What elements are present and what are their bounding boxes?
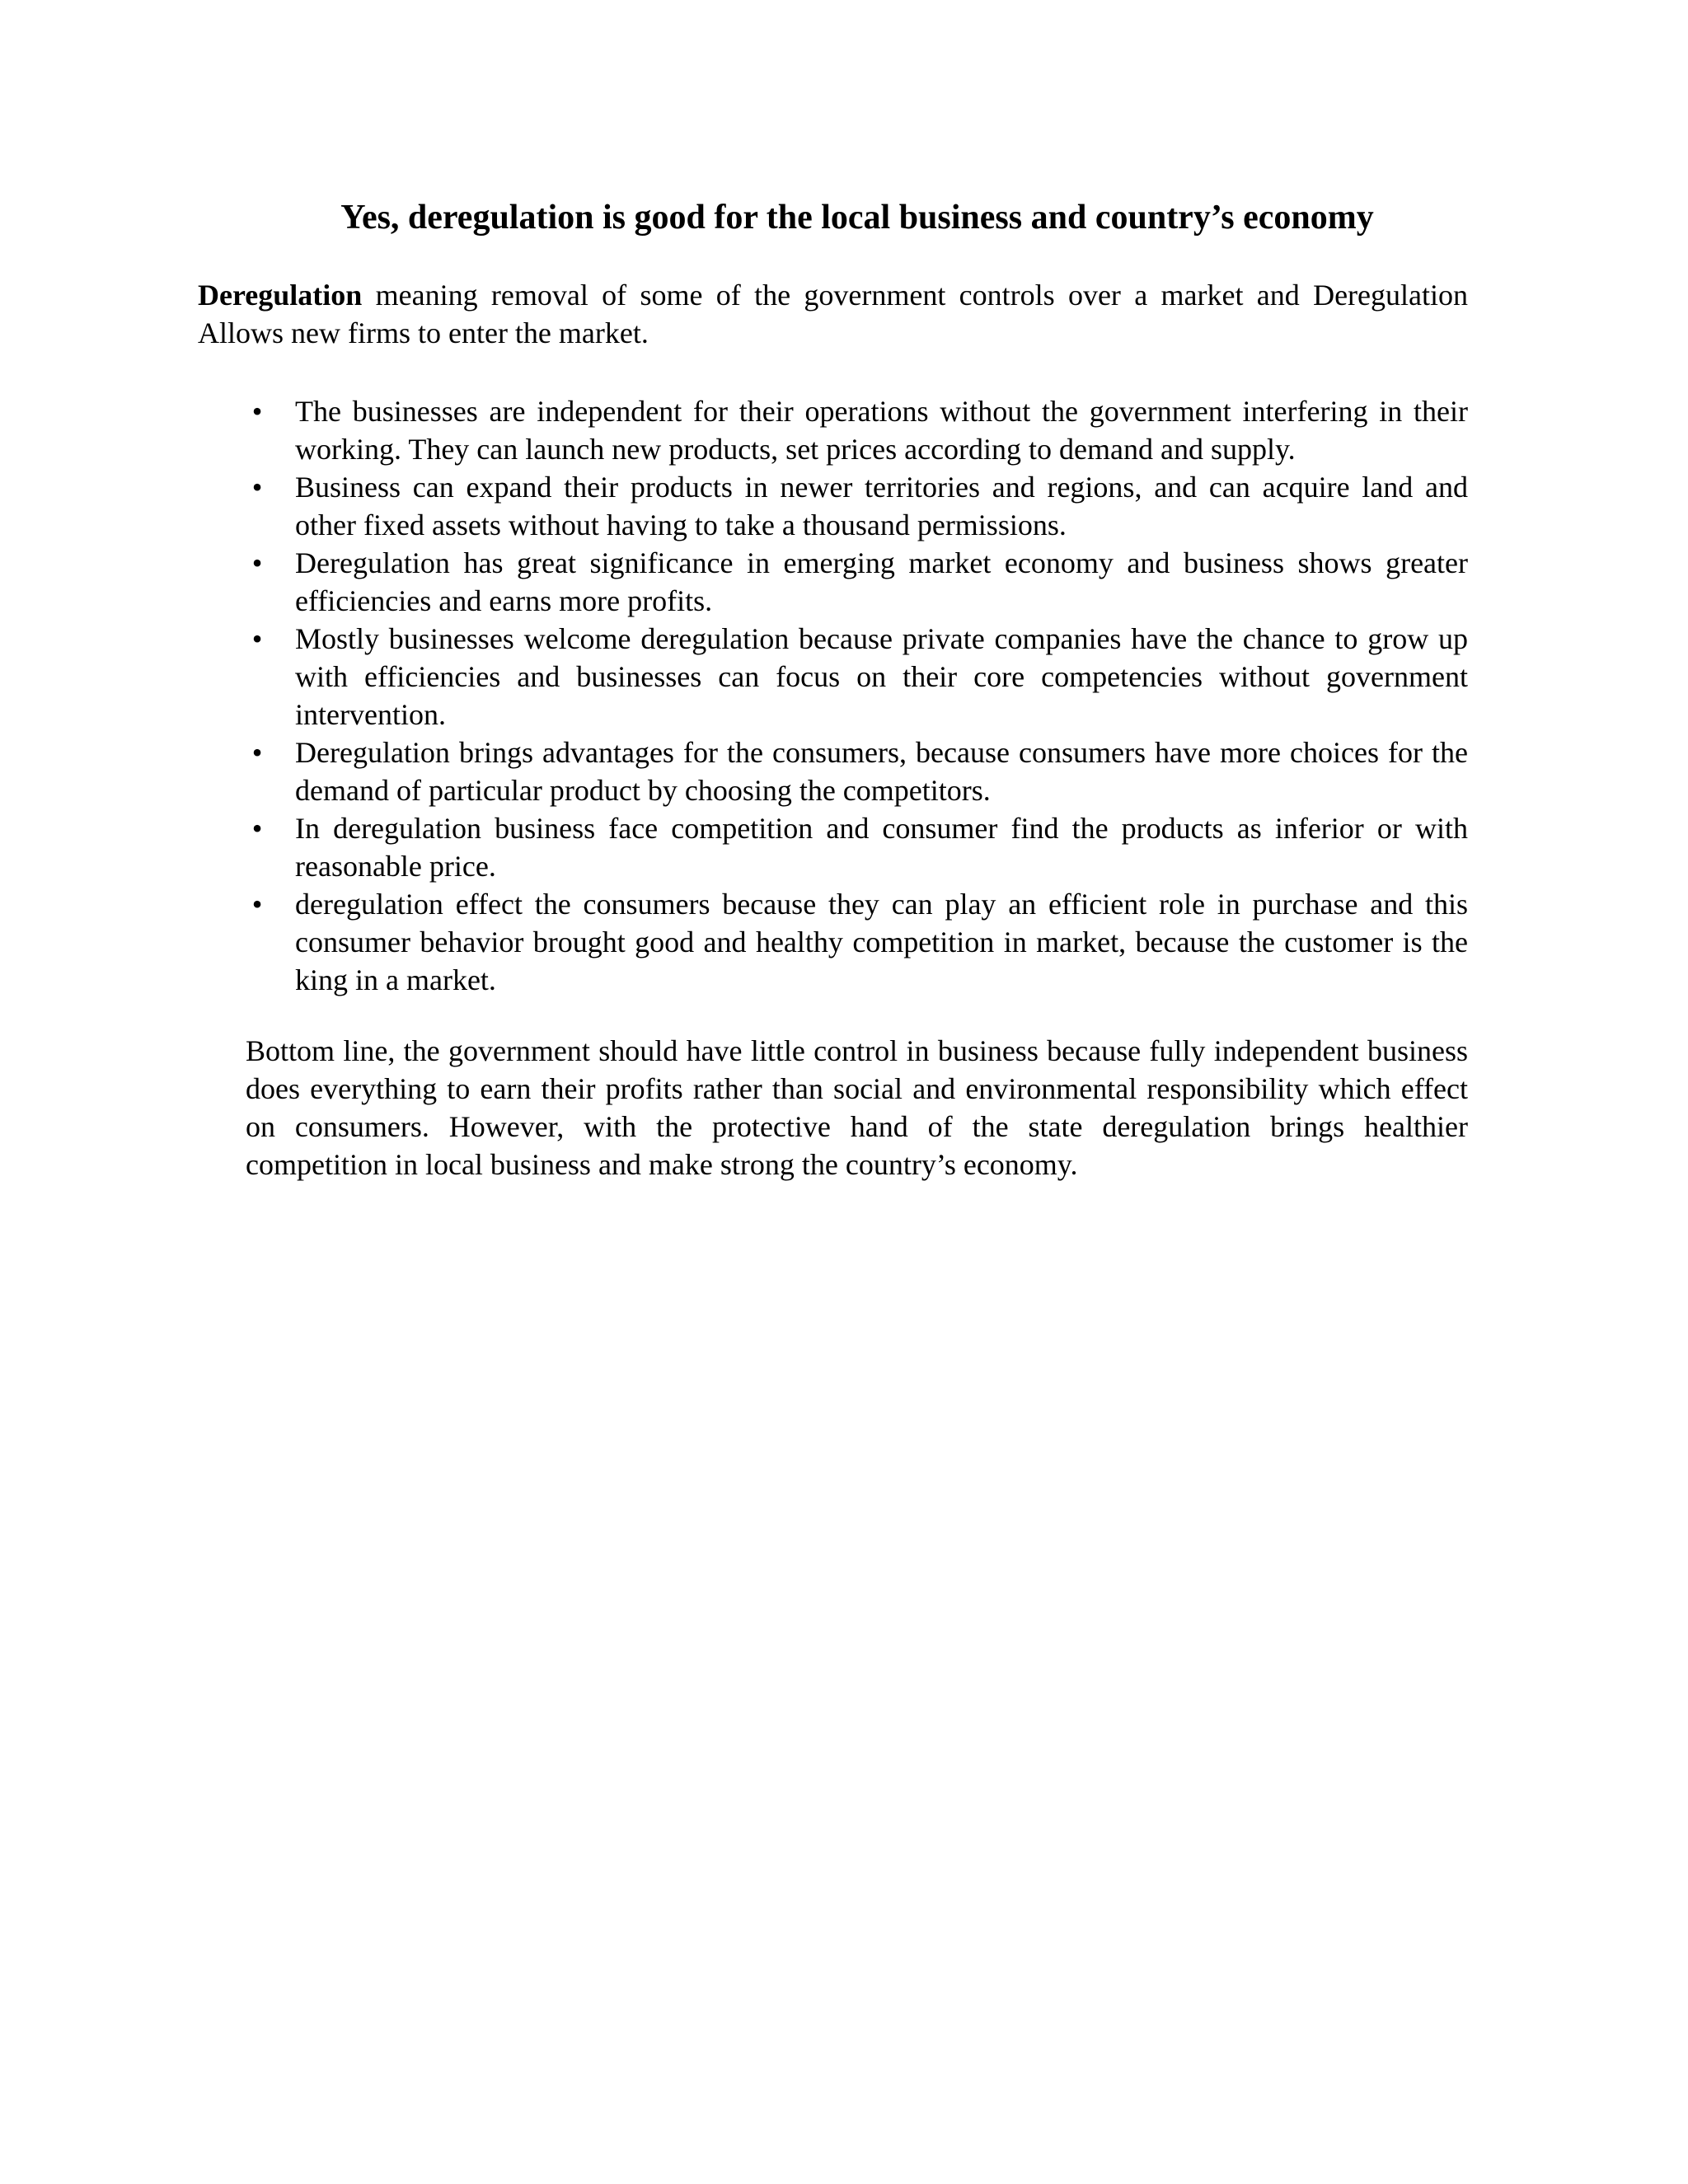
list-item [251,733,1468,809]
bullet-text: deregulation effect the consumers because they can play an efficient role in purchase and this consumer behavior brought good and healthy competition in market, because the customer is the king in a market. [295,888,1468,996]
bullet-text: Business can expand their products in newer territories and regions, and can acquire land and other fixed assets without having to take a thousand permissions. [295,471,1468,541]
bullet-icon: • [251,888,263,921]
list-item [251,468,1468,544]
bullet-icon: • [251,395,263,428]
bullet-text: The businesses are independent for their operations without the government interfering in their working. They can launch new products, set prices according to demand and supply. [295,395,1468,466]
bullet-text: Deregulation brings advantages for the consumers, because consumers have more choices for the demand of particular product by choosing the competitors. [295,736,1468,807]
bullet-icon: • [251,622,263,655]
bullet-text: Mostly businesses welcome deregulation because private companies have the chance to grow up with efficiencies and businesses can focus on their core competencies without government intervention. [295,622,1468,731]
intro-text: meaning removal of some of the government controls over a market and Deregulation Allows new firms to enter the market. [198,279,1468,349]
bullet-icon: • [251,736,263,769]
bullet-list [251,392,1468,999]
bullet-text: In deregulation business face competition and consumer find the products as inferior or with reasonable price. [295,812,1468,883]
bullet-icon: • [251,471,263,504]
bullet-icon: • [251,546,263,579]
list-item [251,809,1468,885]
bullet-icon: • [251,812,263,845]
intro-paragraph [198,276,1468,352]
list-item [251,620,1468,733]
intro-term: Deregulation [198,279,363,312]
list-item [251,544,1468,620]
conclusion-paragraph: Bottom line, the government should have little control in business because fully independent business does everything to earn their profits rather than social and environmental responsibility which effect on consumers. However, with the protective hand of the state deregulation brings healthier competition in local business and make strong the country’s economy. [246,1034,1468,1181]
document-title: Yes, deregulation is good for the local business and country’s economy [340,199,1374,237]
list-item [251,885,1468,999]
list-item [251,392,1468,468]
bullet-text: Deregulation has great significance in emerging market economy and business shows greater efficiencies and earns more profits. [295,546,1468,617]
